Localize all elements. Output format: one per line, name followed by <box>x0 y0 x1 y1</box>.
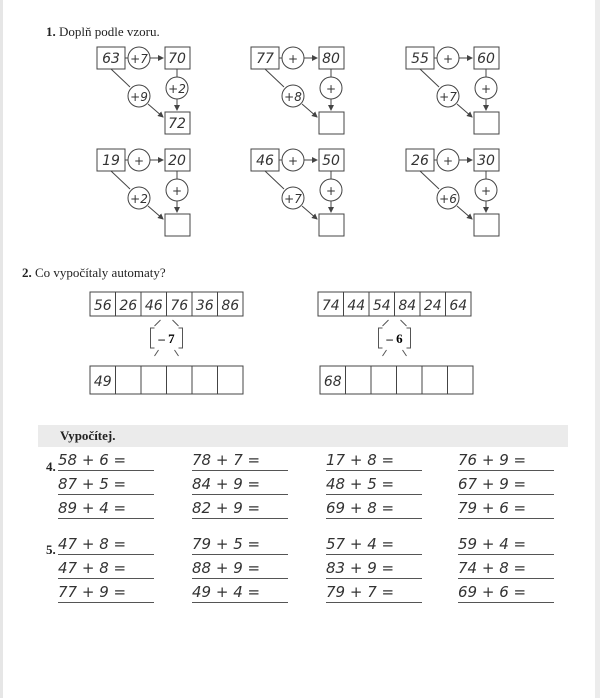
diagram-6 <box>406 149 499 236</box>
equation-line: 76 + 9 = <box>458 452 554 471</box>
arrow-line <box>457 206 472 219</box>
right-op-value: +2 <box>168 82 186 96</box>
diagonal-line <box>111 171 130 189</box>
equation-line: 48 + 5 = <box>326 476 422 495</box>
top-op-value: + <box>442 154 454 168</box>
diagram-4 <box>97 149 190 236</box>
diag-op-value: +8 <box>284 90 302 104</box>
start-value: 19 <box>102 153 120 169</box>
exercise2-heading <box>22 265 166 281</box>
equation-line: 79 + 6 = <box>458 500 554 519</box>
top-op-value: +7 <box>130 52 148 66</box>
machine-outlet <box>155 350 179 356</box>
input-value: 46 <box>144 298 163 314</box>
input-value: 74 <box>321 298 340 314</box>
arrow-line <box>302 206 317 219</box>
equation-line: 89 + 4 = <box>58 500 154 519</box>
top-op-value: + <box>442 52 454 66</box>
diagram-2 <box>251 47 344 134</box>
machine-funnel <box>155 320 179 326</box>
start-value: 77 <box>256 51 274 67</box>
input-value: 36 <box>195 298 214 314</box>
diagonal-line <box>420 171 439 189</box>
arrow-line <box>148 104 163 117</box>
machine-operation: – 6 <box>386 331 403 346</box>
final-box <box>474 214 499 236</box>
exercise4-number: 4. <box>46 459 56 474</box>
final-value: 72 <box>168 116 186 132</box>
exercise1-number: 1. <box>46 24 56 39</box>
final-box <box>165 214 190 236</box>
right-op-value: + <box>480 184 492 198</box>
equation-line: 79 + 5 = <box>192 536 288 555</box>
output-value: 49 <box>93 374 112 390</box>
top-op-value: + <box>287 154 299 168</box>
arrow-line <box>302 104 317 117</box>
start-value: 63 <box>102 51 120 67</box>
machine-outlet <box>383 350 407 356</box>
equation-line: 84 + 9 = <box>192 476 288 495</box>
equation-line: 67 + 9 = <box>458 476 554 495</box>
top-op-value: + <box>287 52 299 66</box>
equation-line: 59 + 4 = <box>458 536 554 555</box>
equation-line: 47 + 8 = <box>58 536 154 555</box>
input-value: 24 <box>423 298 442 314</box>
top-result-value: 70 <box>168 51 186 67</box>
right-op-value: + <box>480 82 492 96</box>
input-value: 86 <box>221 298 240 314</box>
diag-op-value: +7 <box>284 192 302 206</box>
diagonal-line <box>420 69 439 87</box>
equation-line: 83 + 9 = <box>326 560 422 579</box>
exercise1-diagrams <box>0 0 600 260</box>
input-value: 44 <box>347 298 366 314</box>
equation-line: 58 + 6 = <box>58 452 154 471</box>
input-value: 84 <box>398 298 417 314</box>
right-op-value: + <box>325 82 337 96</box>
machine-1 <box>90 292 243 394</box>
input-value: 76 <box>170 298 189 314</box>
section3-header-bar <box>38 425 568 447</box>
exercise2-number: 2. <box>22 265 32 280</box>
equation-line: 79 + 7 = <box>326 584 422 603</box>
final-box <box>319 214 344 236</box>
top-result-value: 50 <box>322 153 340 169</box>
equation-line: 78 + 7 = <box>192 452 288 471</box>
section3-title: Vypočítej. <box>60 428 116 443</box>
diagram-3 <box>406 47 499 134</box>
equation-line: 82 + 9 = <box>192 500 288 519</box>
diagram-1 <box>97 47 190 134</box>
diag-op-value: +7 <box>439 90 457 104</box>
output-value: 68 <box>323 374 342 390</box>
diag-op-value: +9 <box>130 90 148 104</box>
right-op-value: + <box>171 184 183 198</box>
input-value: 56 <box>93 298 112 314</box>
equation-line: 49 + 4 = <box>192 584 288 603</box>
final-box <box>319 112 344 134</box>
equation-line: 69 + 8 = <box>326 500 422 519</box>
top-result-value: 80 <box>322 51 340 67</box>
equation-line: 69 + 6 = <box>458 584 554 603</box>
diagonal-line <box>265 69 284 87</box>
exercise2-instruction: Co vypočítaly automaty? <box>35 265 166 280</box>
start-value: 26 <box>411 153 429 169</box>
equation-line: 77 + 9 = <box>58 584 154 603</box>
top-op-value: + <box>133 154 145 168</box>
diagonal-line <box>111 69 130 87</box>
top-result-value: 30 <box>477 153 495 169</box>
equation-line: 74 + 8 = <box>458 560 554 579</box>
machine-operation: – 7 <box>158 331 175 346</box>
equation-line: 57 + 4 = <box>326 536 422 555</box>
right-op-value: + <box>325 184 337 198</box>
top-result-value: 60 <box>477 51 495 67</box>
diagonal-line <box>265 171 284 189</box>
machine-funnel <box>383 320 407 326</box>
diag-op-value: +2 <box>130 192 148 206</box>
exercise2-machines <box>0 280 600 430</box>
arrow-line <box>148 206 163 219</box>
equation-line: 87 + 5 = <box>58 476 154 495</box>
input-value: 26 <box>119 298 138 314</box>
input-value: 64 <box>449 298 468 314</box>
diagram-5 <box>251 149 344 236</box>
start-value: 46 <box>256 153 274 169</box>
equation-line: 88 + 9 = <box>192 560 288 579</box>
exercise1-instruction: Doplň podle vzoru. <box>59 24 160 39</box>
equation-line: 17 + 8 = <box>326 452 422 471</box>
machine-2 <box>318 292 473 394</box>
exercise5-number: 5. <box>46 542 56 557</box>
final-box <box>474 112 499 134</box>
top-result-value: 20 <box>168 153 186 169</box>
arrow-line <box>457 104 472 117</box>
input-value: 54 <box>372 298 391 314</box>
diag-op-value: +6 <box>439 192 457 206</box>
equation-line: 47 + 8 = <box>58 560 154 579</box>
start-value: 55 <box>411 51 429 67</box>
